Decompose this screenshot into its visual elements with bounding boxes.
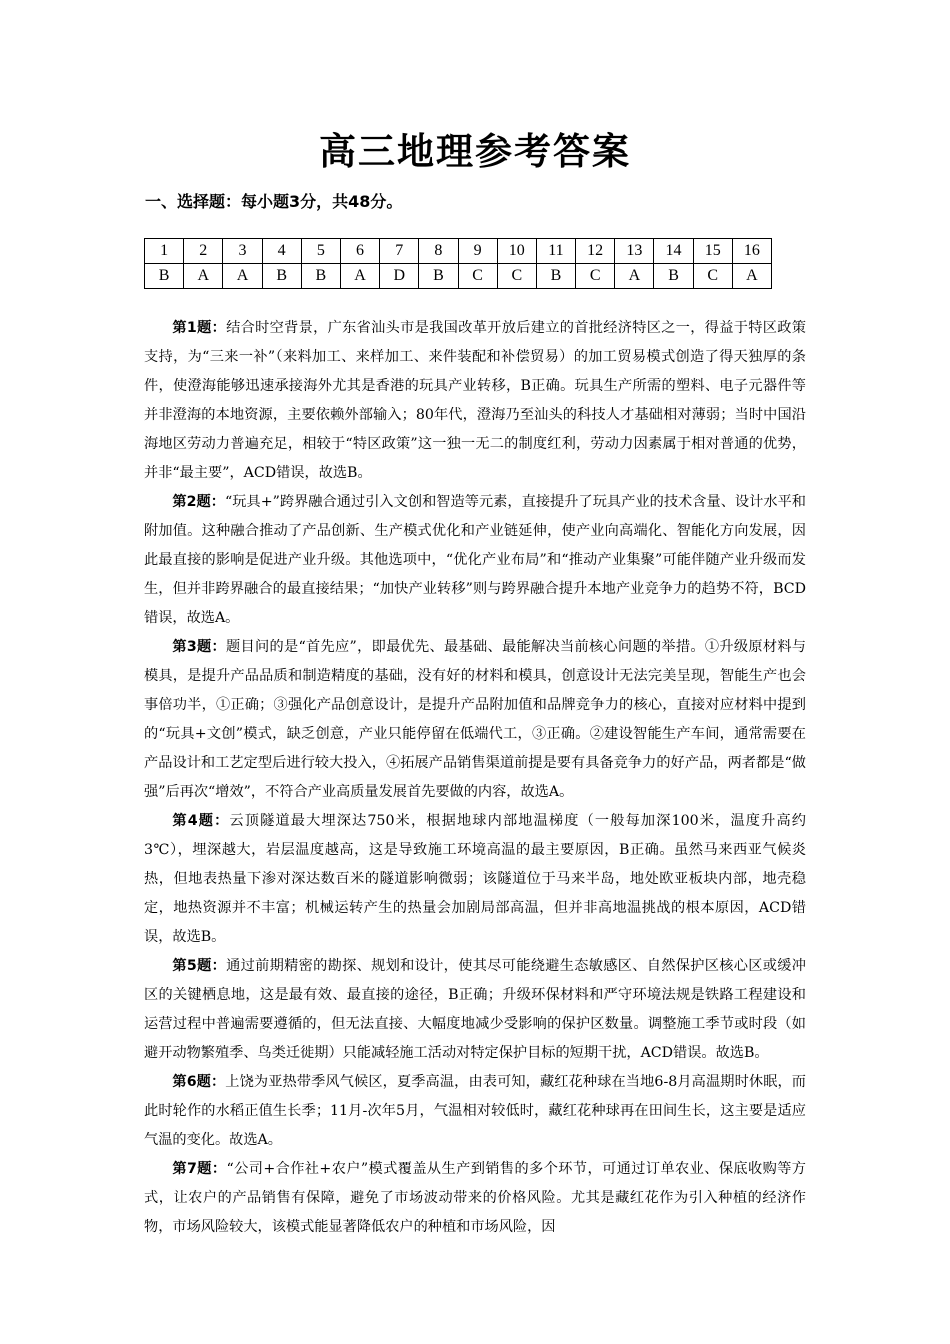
question-number-cell: 5: [301, 239, 340, 264]
explanation-q1: [144, 314, 806, 488]
question-label: 第2题：: [172, 494, 225, 510]
answer-cell: A: [340, 264, 379, 289]
answer-cell: B: [654, 264, 693, 289]
explanation-text: 云顶隧道最大埋深达750米，根据地球内部地温梯度（一般每加深100米，温度升高约3℃），埋深越大，岩层温度越高，这是导致施工环境高温的最主要原因，B正确。虽然马来西亚气候炎热，但地表热量下渗对深达数百米的隧道影响微弱；该隧道位于马来半岛，地处欧亚板块内部，地壳稳定，地热资源并不丰富；机械运转产生的热量会加剧局部高温，但并非高地温挑战的根本原因，ACD错误，故选B。: [144, 813, 806, 945]
question-label: 第7题：: [172, 1161, 227, 1177]
question-number-cell: 10: [497, 239, 536, 264]
answer-cell: C: [458, 264, 497, 289]
answer-cell: B: [262, 264, 301, 289]
answer-cell: A: [615, 264, 654, 289]
answer-table-number-row: [145, 239, 772, 264]
question-label: 第1题：: [172, 320, 227, 336]
explanation-q2: [144, 488, 806, 633]
explanation-q6: [144, 1068, 806, 1155]
question-number-cell: 14: [654, 239, 693, 264]
explanation-text: “玩具+”跨界融合通过引入文创和智造等元素，直接提升了玩具产业的技术含量、设计水平和附加值。这种融合推动了产品创新、生产模式优化和产业链延伸，使产业向高端化、智能化方向发展，因此最直接的影响是促进产业升级。其他选项中，“优化产业布局”和“推动产业集聚”可能伴随产业升级而发生，但并非跨界融合的最直接结果；“加快产业转移”则与跨界融合提升本地产业竞争力的趋势不符，BCD错误，故选A。: [144, 494, 806, 626]
question-number-cell: 3: [223, 239, 262, 264]
explanation-text: 题目问的是“首先应”，即最优先、最基础、最能解决当前核心问题的举措。①升级原材料与模具，是提升产品品质和制造精度的基础，没有好的材料和模具，创意设计无法完美呈现，智能生产也会事倍功半，①正确；③强化产品创意设计，是提升产品附加值和品牌竞争力的核心，直接对应材料中提到的“玩具+文创”模式，缺乏创意，产业只能停留在低端代工，③正确。②建设智能生产车间，通常需要在产品设计和工艺定型后进行较大投入，④拓展产品销售渠道前提是要有具备竞争力的好产品，两者都是“做强”后再次“增效”，不符合产业高质量发展首先要做的内容，故选A。: [144, 639, 806, 800]
question-number-cell: 11: [536, 239, 575, 264]
answer-cell: A: [184, 264, 223, 289]
explanation-text: 上饶为亚热带季风气候区，夏季高温，由表可知，藏红花种球在当地6-8月高温期时休眠，而此时轮作的水稻正值生长季；11月-次年5月，气温相对较低时，藏红花种球再在田间生长，这主要是适应气温的变化。故选A。: [144, 1074, 806, 1148]
question-number-cell: 9: [458, 239, 497, 264]
explanation-q7: [144, 1155, 806, 1242]
answer-cell: B: [419, 264, 458, 289]
explanation-q3: [144, 633, 806, 807]
answer-cell: A: [223, 264, 262, 289]
explanation-text: 结合时空背景，广东省汕头市是我国改革开放后建立的首批经济特区之一，得益于特区政策支持，为“三来一补”（来料加工、来样加工、来件装配和补偿贸易）的加工贸易模式创造了得天独厚的条件，使澄海能够迅速承接海外尤其是香港的玩具产业转移，B正确。玩具生产所需的塑料、电子元器件等并非澄海的本地资源，主要依赖外部输入；80年代，澄海乃至汕头的科技人才基础相对薄弱；当时中国沿海地区劳动力普遍充足，相较于“特区政策”这一独一无二的制度红利，劳动力因素属于相对普通的优势，并非“最主要”，ACD错误，故选B。: [144, 320, 806, 481]
question-number-cell: 1: [145, 239, 184, 264]
question-number-cell: 4: [262, 239, 301, 264]
question-label: 第3题：: [172, 639, 227, 655]
answer-cell: C: [576, 264, 615, 289]
question-number-cell: 15: [693, 239, 732, 264]
answer-cell: B: [301, 264, 340, 289]
answer-table: [144, 238, 772, 289]
answer-cell: A: [732, 264, 771, 289]
question-label: 第6题：: [172, 1074, 226, 1090]
answer-cell: C: [693, 264, 732, 289]
explanation-q5: [144, 952, 806, 1068]
answer-cell: D: [380, 264, 419, 289]
question-number-cell: 6: [340, 239, 379, 264]
question-number-cell: 16: [732, 239, 771, 264]
explanation-q4: [144, 807, 806, 952]
question-number-cell: 2: [184, 239, 223, 264]
explanation-text: “公司+合作社+农户”模式覆盖从生产到销售的多个环节，可通过订单农业、保底收购等方式，让农户的产品销售有保障，避免了市场波动带来的价格风险。尤其是藏红花作为引入种植的经济作物，市场风险较大，该模式能显著降低农户的种植和市场风险，因: [144, 1161, 806, 1235]
answer-cell: B: [145, 264, 184, 289]
answer-table-answer-row: [145, 264, 772, 289]
explanation-text: 通过前期精密的勘探、规划和设计，使其尽可能绕避生态敏感区、自然保护区核心区或缓冲区的关键栖息地，这是最有效、最直接的途径，B正确；升级环保材料和严守环境法规是铁路工程建设和运营过程中普遍需要遵循的，但无法直接、大幅度地减少受影响的保护区数量。调整施工季节或时段（如避开动物繁殖季、鸟类迁徙期）只能减轻施工活动对特定保护目标的短期干扰，ACD错误。故选B。: [144, 958, 806, 1061]
answer-cell: B: [536, 264, 575, 289]
page-title: 高三地理参考答案: [319, 130, 631, 173]
explanations: [144, 314, 806, 1242]
question-label: 第4题：: [172, 813, 230, 829]
question-number-cell: 12: [576, 239, 615, 264]
answer-cell: C: [497, 264, 536, 289]
section-heading: 一、选择题：每小题3分，共48分。: [145, 192, 403, 211]
question-number-cell: 7: [380, 239, 419, 264]
question-number-cell: 8: [419, 239, 458, 264]
question-number-cell: 13: [615, 239, 654, 264]
question-label: 第5题：: [172, 958, 227, 974]
